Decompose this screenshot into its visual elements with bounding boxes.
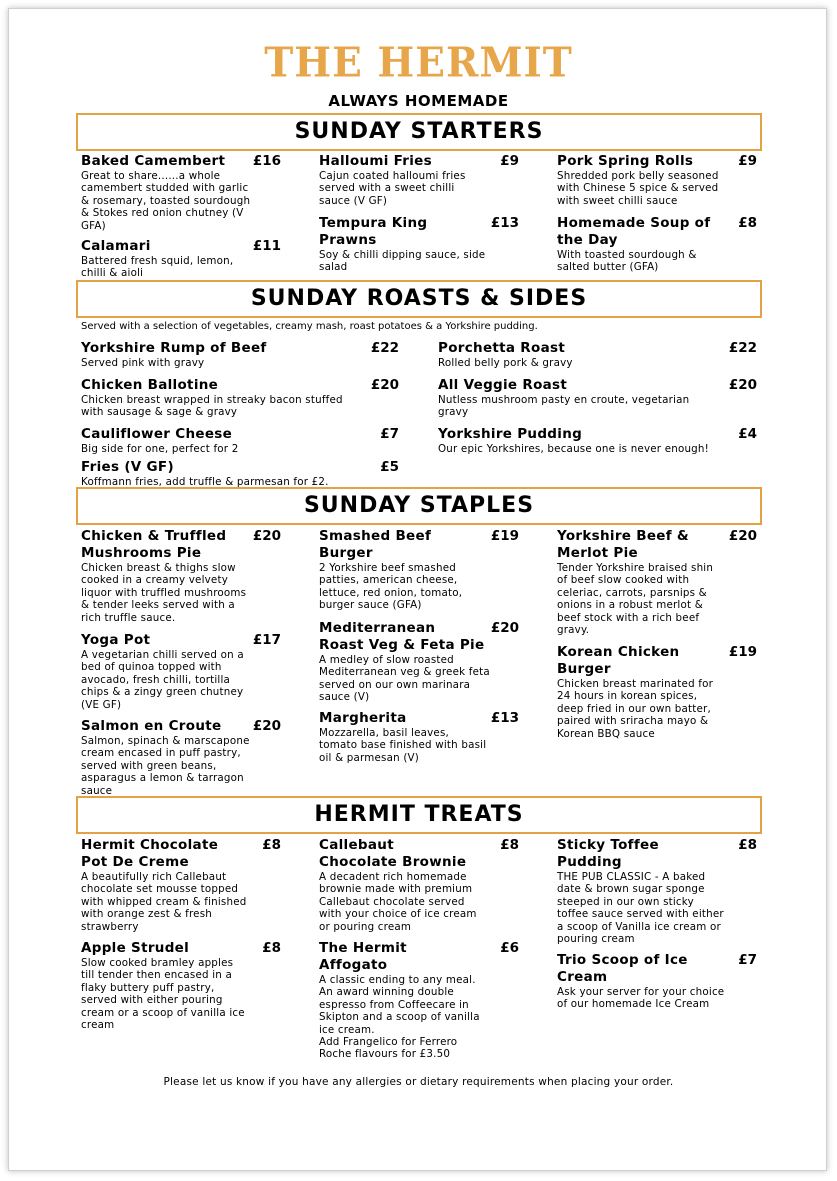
item-description: Cajun coated halloumi fries served with a sweet chilli sauce (V GF) [319, 170, 466, 207]
item-description: A medley of slow roasted Mediterranean veg & greek feta served on our own marinara sauce (V) [319, 654, 490, 704]
item-description: Battered fresh squid, lemon, chilli & aioli [81, 255, 234, 280]
item-price: £8 [262, 940, 281, 956]
item-name: All Veggie Roast [438, 377, 568, 393]
item-name: Salmon en Croute [81, 718, 222, 734]
item-price: £11 [252, 238, 281, 254]
item-description: Shredded pork belly seasoned with Chinese 5 spice & served with sweet chilli sauce [557, 170, 719, 207]
section-heading-treats: HERMIT TREATS [76, 796, 762, 834]
item-name: Yorkshire Rump of Beef [81, 340, 267, 356]
item-description: Slow cooked bramley apples till tender then encased in a flaky buttery puff pastry, served with either pouring cream or a scoop of vanilla ice cream [81, 957, 245, 1032]
item-description: A decadent rich homemade brownie made with premium Callebaut chocolate served with your choice of ice cream or pouring cream [319, 871, 477, 933]
item-name: Yorkshire Beef & Merlot Pie [557, 528, 689, 561]
item-description: Great to share......a whole camembert studded with garlic & rosemary, toasted sourdough & Stokes red onion chutney (V GFA) [81, 170, 251, 232]
section-heading-roasts: SUNDAY ROASTS & SIDES [76, 280, 762, 318]
item-name: Homemade Soup of the Day [557, 215, 711, 248]
item-name: Fries (V GF) [81, 459, 174, 475]
item-name: Pork Spring Rolls [557, 153, 694, 169]
brand-tagline: ALWAYS HOMEMADE [328, 92, 509, 110]
item-name: Apple Strudel [81, 940, 190, 956]
item-price: £20 [252, 528, 281, 544]
item-description: Chicken breast & thighs slow cooked in a creamy velvety liquor with truffled mushrooms & tender leeks served with a rich truffle sauce. [81, 562, 247, 624]
item-name: Cauliflower Cheese [81, 426, 233, 442]
item-name: Sticky Toffee Pudding [557, 837, 659, 870]
item-price: £20 [728, 377, 757, 393]
item-price: £9 [500, 153, 519, 169]
roasts-note: Served with a selection of vegetables, creamy mash, roast potatoes & a Yorkshire pudding. [81, 321, 538, 332]
item-price: £19 [490, 528, 519, 544]
item-price: £7 [738, 952, 757, 968]
item-description: A beautifully rich Callebaut chocolate set mousse topped with whipped cream & finished with orange zest & fresh strawberry [81, 871, 247, 933]
item-price: £9 [738, 153, 757, 169]
item-name: Margherita [319, 710, 407, 726]
item-price: £13 [490, 215, 519, 231]
item-price: £19 [728, 644, 757, 660]
item-name: Chicken & Truffled Mushrooms Pie [81, 528, 227, 561]
item-description: Koffmann fries, add truffle & parmesan for £2. [81, 476, 329, 488]
item-price: £13 [490, 710, 519, 726]
item-price: £20 [370, 377, 399, 393]
item-price: £20 [728, 528, 757, 544]
section-heading-starters: SUNDAY STARTERS [76, 113, 762, 151]
item-description: THE PUB CLASSIC - A baked date & brown sugar sponge steeped in our own sticky toffee sauce served with either a scoop of Vanilla ice cream or pouring cream [557, 871, 724, 946]
item-price: £7 [380, 426, 399, 442]
item-description: Soy & chilli dipping sauce, side salad [319, 249, 486, 274]
item-description: Mozzarella, basil leaves, tomato base finished with basil oil & parmesan (V) [319, 727, 487, 764]
item-description: Salmon, spinach & marscapone cream encased in puff pastry, served with green beans, asparagus a lemon & tarragon sauce [81, 735, 250, 797]
item-name: Korean Chicken Burger [557, 644, 680, 677]
item-price: £22 [370, 340, 399, 356]
item-name: Baked Camembert [81, 153, 226, 169]
item-price: £17 [252, 632, 281, 648]
item-name: Trio Scoop of Ice Cream [557, 952, 688, 985]
item-price: £8 [500, 837, 519, 853]
brand-title: THE HERMIT [264, 38, 573, 88]
item-price: £22 [728, 340, 757, 356]
item-description: Nutless mushroom pasty en croute, vegetarian gravy [438, 394, 690, 419]
item-description: Served pink with gravy [81, 357, 205, 369]
item-name: Calamari [81, 238, 151, 254]
item-price: £8 [738, 215, 757, 231]
item-description: Chicken breast wrapped in streaky bacon stuffed with sausage & sage & gravy [81, 394, 343, 419]
item-name: Halloumi Fries [319, 153, 432, 169]
item-price: £20 [252, 718, 281, 734]
item-name: Tempura King Prawns [319, 215, 428, 248]
item-description: Tender Yorkshire braised shin of beef slow cooked with celeriac, carrots, parsnips & onions in a robust merlot & beef stock with a rich beef gravy. [557, 562, 714, 637]
item-price: £8 [262, 837, 281, 853]
item-name: Mediterranean Roast Veg & Feta Pie [319, 620, 485, 653]
item-description: Our epic Yorkshires, because one is never enough! [438, 443, 709, 455]
item-description: A vegetarian chilli served on a bed of quinoa topped with avocado, fresh chilli, tortilla chips & a zingy green chutney (VE GF) [81, 649, 244, 711]
item-price: £4 [738, 426, 757, 442]
item-price: £16 [252, 153, 281, 169]
item-price: £5 [380, 459, 399, 475]
item-name: Smashed Beef Burger [319, 528, 432, 561]
item-description: With toasted sourdough & salted butter (GFA) [557, 249, 697, 274]
item-name: Yoga Pot [81, 632, 151, 648]
item-description: Chicken breast marinated for 24 hours in korean spices, deep fried in our own batter, paired with sriracha mayo & Korean BBQ sauce [557, 678, 714, 740]
item-description: A classic ending to any meal. An award winning double espresso from Coffeecare in Skipton and a scoop of vanilla ice cream. Add Frangelico for Ferrero Roche flavours for £3.50 [319, 974, 480, 1061]
item-name: Callebaut Chocolate Brownie [319, 837, 467, 870]
item-price: £20 [490, 620, 519, 636]
item-description: 2 Yorkshire beef smashed patties, american cheese, lettuce, red onion, tomato, burger sauce (GFA) [319, 562, 463, 612]
item-name: Chicken Ballotine [81, 377, 219, 393]
item-description: Big side for one, perfect for 2 [81, 443, 239, 455]
item-name: The Hermit Affogato [319, 940, 407, 973]
item-price: £8 [738, 837, 757, 853]
allergy-footer-note: Please let us know if you have any allergies or dietary requirements when placing your order. [163, 1076, 674, 1088]
item-name: Yorkshire Pudding [438, 426, 583, 442]
item-name: Porchetta Roast [438, 340, 566, 356]
item-price: £6 [500, 940, 519, 956]
item-name: Hermit Chocolate Pot De Creme [81, 837, 219, 870]
item-description: Ask your server for your choice of our homemade Ice Cream [557, 986, 725, 1011]
item-description: Rolled belly pork & gravy [438, 357, 573, 369]
section-heading-staples: SUNDAY STAPLES [76, 487, 762, 525]
